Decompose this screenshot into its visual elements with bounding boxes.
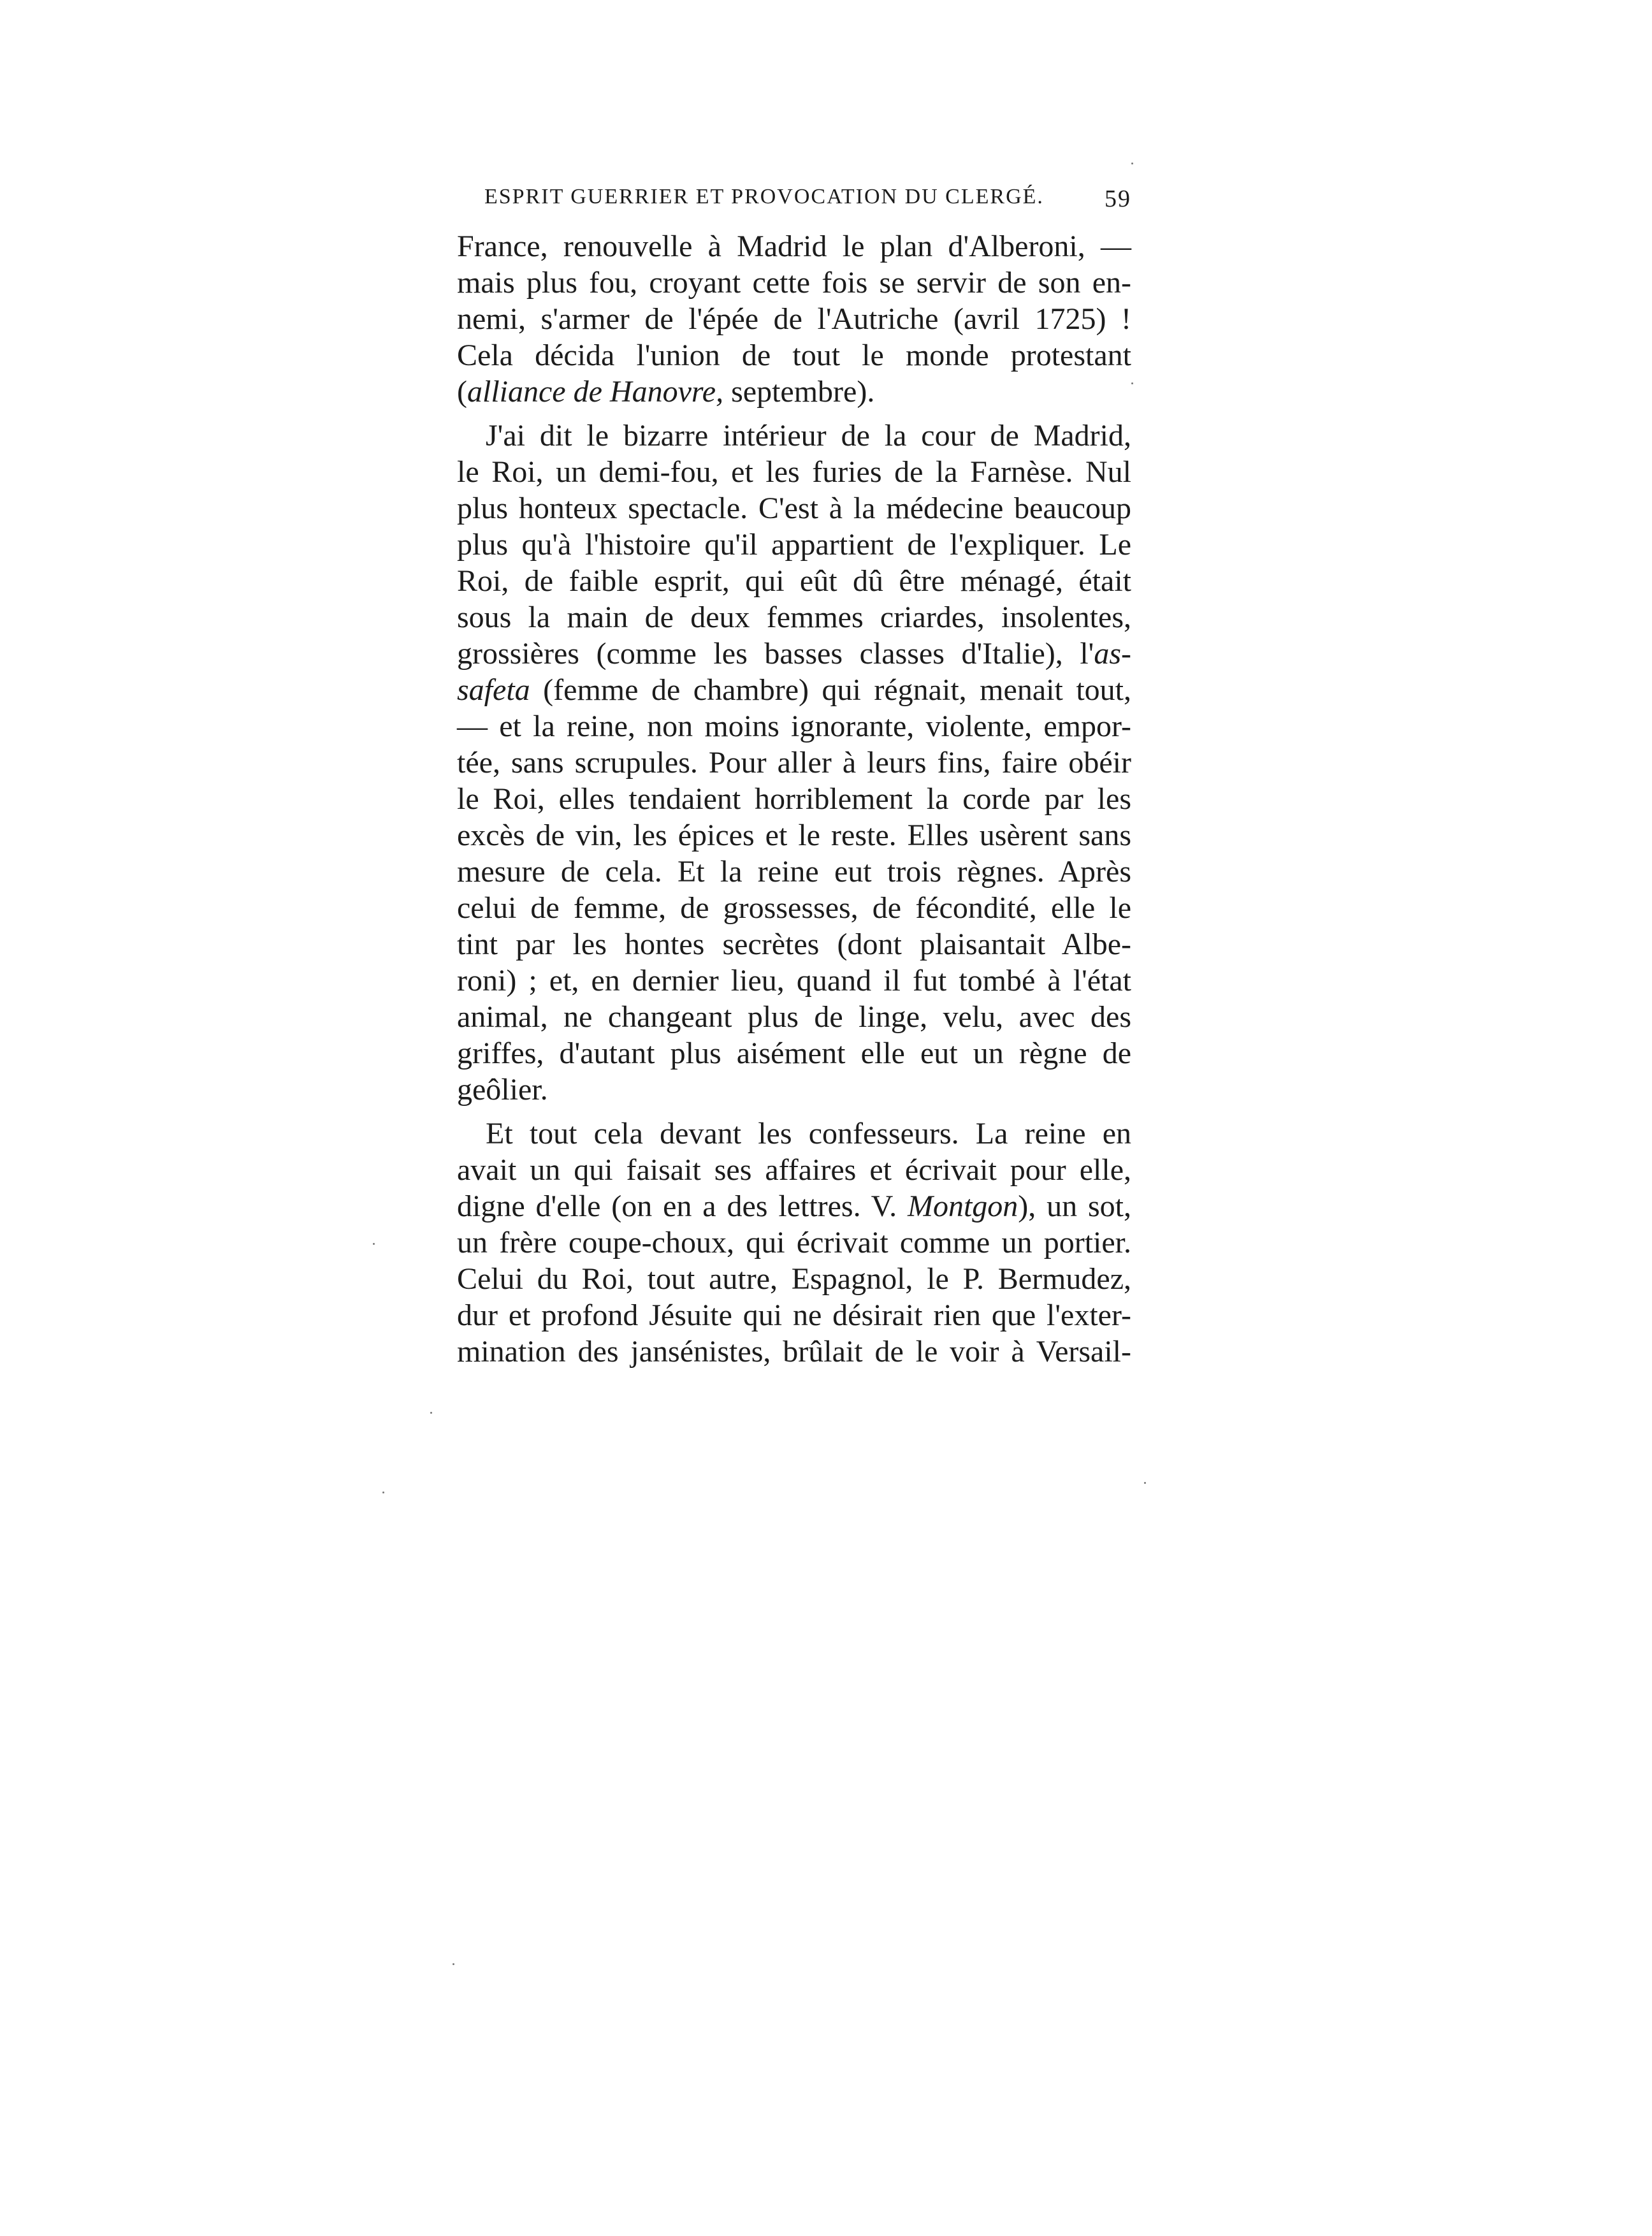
text-line: Roi, de faible esprit, qui eût dû être ménagé, était [457,564,1131,598]
text-span: digne d'elle (on en a des lettres. V. [457,1189,908,1223]
paragraph-3 [457,1115,1131,1370]
text-line: tée, sans scrupules. Pour aller à leurs fins, faire obéir [457,746,1131,780]
text-line: plus qu'à l'histoire qu'il appartient de l'expliquer. Le [457,528,1131,562]
italic-span: Montgon [907,1189,1018,1223]
text-line: avait un qui faisait ses affaires et écrivait pour elle, [457,1153,1131,1187]
text-line: un frère coupe-choux, qui écrivait comme un portier. [457,1226,1131,1260]
text-line: le Roi, elles tendaient horriblement la corde par les [457,782,1131,816]
text-line: Cela décida l'union de tout le monde protestant [457,338,1131,372]
text-line [457,672,1131,708]
scan-speck [1144,1482,1146,1484]
text-line: mesure de cela. Et la reine eut trois règnes. Après [457,855,1131,889]
scan-speck [382,1492,384,1493]
text-line: roni) ; et, en dernier lieu, quand il fut tombé à l'état [457,964,1131,998]
text-line: le Roi, un demi-fou, et les furies de la Farnèse. Nul [457,455,1131,489]
text-line: excès de vin, les épices et le reste. Elles usèrent sans [457,818,1131,852]
text-line: mination des jansénistes, brûlait de le voir à Versail- [457,1335,1131,1368]
paragraph-1 [457,228,1131,410]
text-line [457,1188,1131,1224]
scan-speck [453,1963,454,1965]
text-span: ), un sot, [1018,1189,1132,1223]
text-line: Celui du Roi, tout autre, Espagnol, le P. Bermudez, [457,1262,1131,1296]
text-line [457,374,1131,410]
body-text [457,228,1131,1370]
running-title: ESPRIT GUERRIER ET PROVOCATION DU CLERGÉ. [484,185,1044,208]
text-line: France, renouvelle à Madrid le plan d'Alberoni, — [457,229,1131,263]
text-line: J'ai dit le bizarre intérieur de la cour de Madrid, [486,419,1131,453]
italic-span: safeta [457,673,530,707]
text-span: grossières (comme les basses classes d'Italie), l' [457,637,1094,671]
text-line: mais plus fou, croyant cette fois se servir de son en- [457,266,1131,300]
text-span: septembre). [723,375,875,409]
page-number: 59 [1105,185,1131,212]
text-line: tint par les hontes secrètes (dont plaisantait Albe- [457,927,1131,961]
scan-speck [1131,382,1133,384]
scan-speck [430,1412,432,1414]
text-line: animal, ne changeant plus de linge, velu, avec des [457,1000,1131,1034]
italic-span: alliance de Hanovre, [467,375,724,409]
text-line: sous la main de deux femmes criardes, insolentes, [457,600,1131,634]
running-header [484,185,1131,217]
scan-speck [1131,163,1133,164]
text-line: celui de femme, de grossesses, de fécondité, elle le [457,891,1131,925]
text-line [457,635,1131,672]
text-span: ( [457,375,467,409]
text-line: Et tout cela devant les confesseurs. La reine en [486,1117,1131,1151]
text-line: plus honteux spectacle. C'est à la médecine beaucoup [457,491,1131,525]
text-line: griffes, d'autant plus aisément elle eut un règne de [457,1036,1131,1070]
text-span: (femme de chambre) qui régnait, menait tout, [530,673,1131,707]
text-line: — et la reine, non moins ignorante, violente, empor- [457,709,1131,743]
paragraph-2 [457,417,1131,1108]
text-line: dur et profond Jésuite qui ne désirait rien que l'exter- [457,1298,1131,1332]
scan-speck [373,1243,375,1245]
text-line: nemi, s'armer de l'épée de l'Autriche (avril 1725) ! [457,302,1131,336]
italic-span: as- [1094,637,1131,671]
text-line: geôlier. [457,1073,548,1107]
